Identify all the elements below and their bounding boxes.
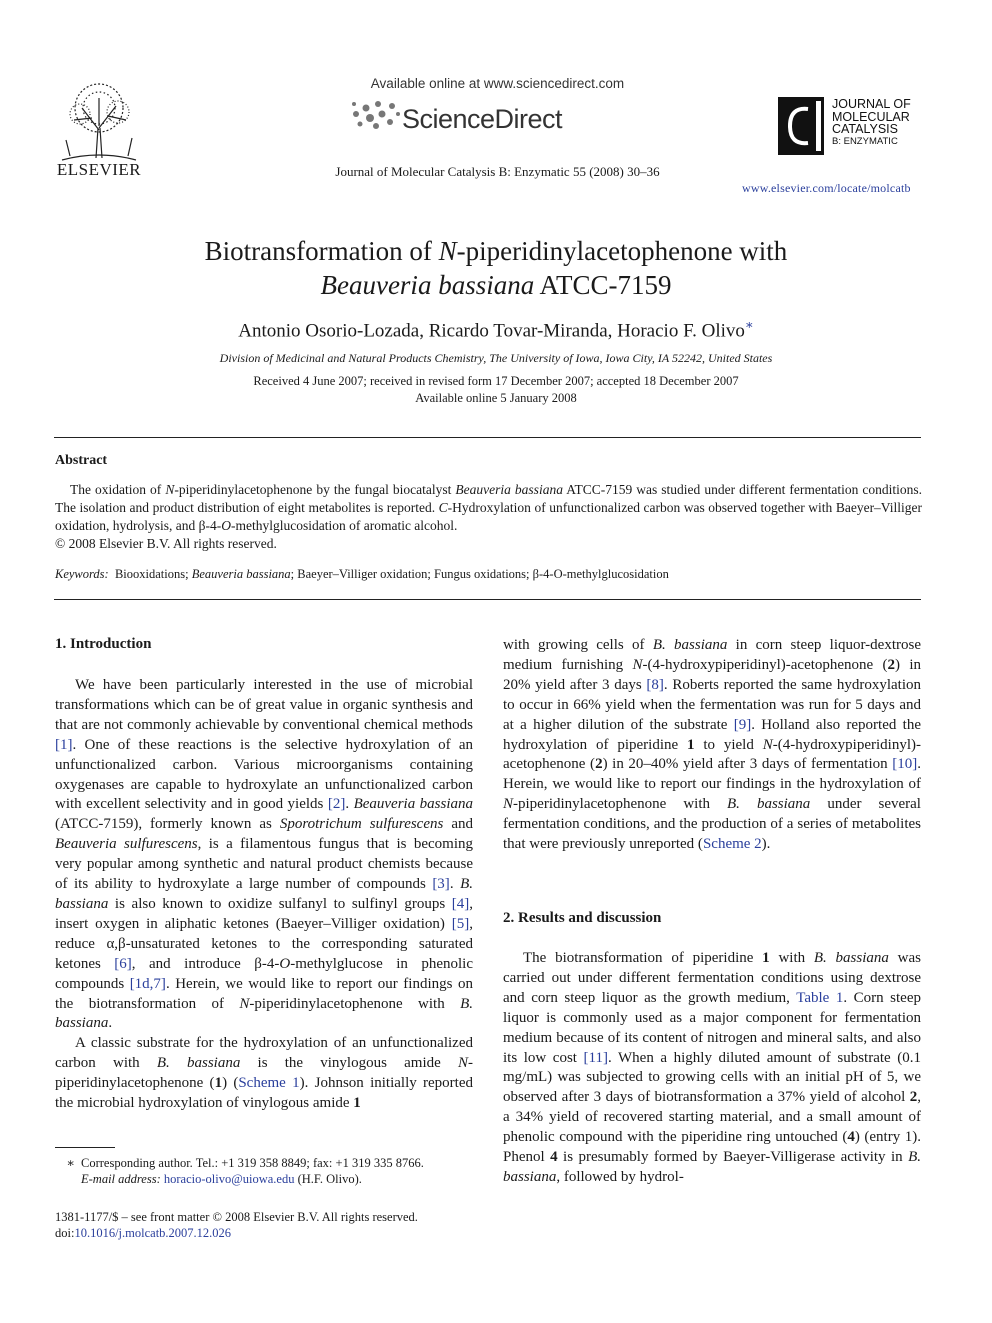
paragraph: A classic substrate for the hydroxylation of an unfunctionalized carbon with B. bassiana is the vinylogous amide N-piperidinylacetophenone (1) (Scheme 1). Johnson initially reported the microbial hydroxylation of vinylogous amide 1 [55,1035,474,1112]
article-dates: Received 4 June 2007; received in revised form 17 December 2007; accepted 18 December 2007 Available online 5 January 2008 [253,374,739,405]
citation-link[interactable]: [9] [733,716,752,733]
sciencedirect-brand: ScienceDirect [402,104,563,134]
results-body [503,949,921,1188]
introduction-body [55,676,473,1114]
citation-link[interactable]: [10] [892,756,918,773]
table-link[interactable]: Table 1 [796,989,844,1006]
paragraph: with growing cells of B. bassiana in corn steep liquor-dextrose medium furnishing N-(4-hydroxypiperidinyl)-acetophenone (2) in 20% yield after 3 days [8]. Roberts reported the same hydroxylation to occur in 66% yield when the fermentation was run for 5 days and at a higher dilution of the substrate [9]. Holland also reported the hydroxylation of piperidine 1 to yield N-(4-hydroxypiperidinyl)-acetophenone (2) in 20–40% yield after 3 days of fermentation [10]. Herein, we would like to report our findings in the hydroxylation of N-piperidinylacetophenone with B. bassiana under several fermentation conditions, and the production of a series of metabolites that were previously unreported (Scheme 2). [503,637,922,853]
scheme-link[interactable]: Scheme 2 [702,836,762,853]
paragraph: We have been particularly interested in the use of microbial transformations which can be of great value in organic synthesis and that are not commonly achievable by conventional chemical methods [1]. One of these reactions is the selective hydroxylation of an unfunctionalized carbon. Various microorganisms containing oxygenases are capable to hydroxylate an unfunctionalized carbon with excellent selectivity and in good yields [2]. Beauveria bassiana (ATCC-7159), formerly known as Sporotrichum sulfurescens and Beauveria sulfurescens, is a filamentous fungus that is becoming very popular among synthetic and natural product chemists because of its ability to hydroxylate a large number of compounds [3]. B. bassiana is also known to oxidize sulfanyl to sulfinyl groups [4], insert oxygen in aliphatic ketones (Baeyer–Villiger oxidation) [5], reduce α,β-unsaturated ketones to the corresponding saturated ketones [6], and introduce β-4-O-methylglucose in phenolic compounds [1d,7]. Herein, we would like to report our findings on the biotransformation of N-piperidinylacetophenone with B. bassiana. [55,677,474,1032]
scheme-link[interactable]: Scheme 1 [238,1075,300,1092]
abstract-text: The oxidation of N-piperidinylacetophenone by the fungal biocatalyst Beauveria bassiana ATCC-7159 was studied under different fermentation conditions. The isolation and product distribution of eight metabolites is reported. C-Hydroxylation of unfunctionalized carbon was observed together with Baeyer–Villiger oxidation, hydrolysis, and β-4-O-methylglucosidation of aromatic alcohol. © 2008 Elsevier B.V. All rights reserved. [55,482,922,551]
corresponding-author-mark[interactable]: ∗ [744,317,754,332]
citation-link[interactable]: [2] [327,796,346,813]
citation-link[interactable]: [1d,7] [129,975,166,992]
abstract-copyright: © 2008 Elsevier B.V. All rights reserved. [55,536,277,551]
journal-reference: Journal of Molecular Catalysis B: Enzymatic 55 (2008) 30–36 [335,164,660,179]
footnote: ∗ Corresponding author. Tel.: +1 319 358 8849; fax: +1 319 335 8766. E-mail address: horacio-olivo@uiowa.edu (H.F. Olivo). [66,1156,424,1186]
publisher-name: ELSEVIER [56,160,142,179]
citation-link[interactable]: [6] [114,955,132,972]
abstract-heading: Abstract [55,453,108,468]
doi-link[interactable]: 10.1016/j.molcatb.2007.12.026 [74,1226,232,1240]
citation-link[interactable]: [3] [432,876,450,893]
keywords: Keywords: Biooxidations; Beauveria bassiana; Baeyer–Villiger oxidation; Fungus oxidations; β-4-O-methylglucosidation [55,567,669,581]
author-list: Antonio Osorio-Lozada, Ricardo Tovar-Miranda, Horacio F. Olivo∗ [238,317,754,342]
footnote-divider [55,1147,115,1148]
citation-link[interactable]: [11] [583,1049,608,1066]
journal-url-link[interactable]: www.elsevier.com/locate/molcatb [742,181,911,195]
citation-link[interactable]: [5] [451,915,470,932]
citation-link[interactable]: [4] [451,895,470,912]
citation-link[interactable]: [8] [646,676,664,693]
introduction-body-continued [503,636,921,855]
paragraph: The biotransformation of piperidine 1 with B. bassiana was carried out under different fermentation conditions using dextrose and corn steep liquor as the growth medium, Table 1. Corn steep liquor is commonly used as a major component for fermentation medium because of its content of nitrogen and mineral salts, and also its low cost [11]. When a highly diluted amount of substrate (0.1 mg/mL) was subjected to growing cells with an initial pH of 5, we observed after 3 days of biotransformation a 37% yield of alcohol 2, a 34% yield of recovered starting material, and a small amount of phenolic compound with the piperidine ring untouched (4) (entry 1). Phenol 4 is presumably formed by Baeyer-Villigerase activity in B. bassiana, followed by hydrol- [503,950,922,1185]
issn-doi: 1381-1177/$ – see front matter © 2008 Elsevier B.V. All rights reserved. doi:10.1016/j.molcatb.2007.12.026 [55,1210,418,1240]
section-heading-results: 2. Results and discussion [503,910,662,926]
affiliation: Division of Medicinal and Natural Products Chemistry, The University of Iowa, Iowa City, IA 52242, United States [219,351,773,365]
available-online: Available online at www.sciencedirect.com [370,76,625,91]
journal-logo-icon [778,97,824,155]
email-link[interactable]: horacio-olivo@uiowa.edu [163,1172,295,1186]
article-title: Biotransformation of N-piperidinylacetophenone with Beauveria bassiana ATCC-7159 [204,236,788,300]
journal-logo-title: JOURNAL OF MOLECULAR CATALYSIS B: ENZYMATIC [832,97,911,147]
divider [54,599,921,600]
citation-link[interactable]: [1] [55,736,73,753]
section-heading-introduction: 1. Introduction [55,636,152,652]
divider [54,437,921,438]
